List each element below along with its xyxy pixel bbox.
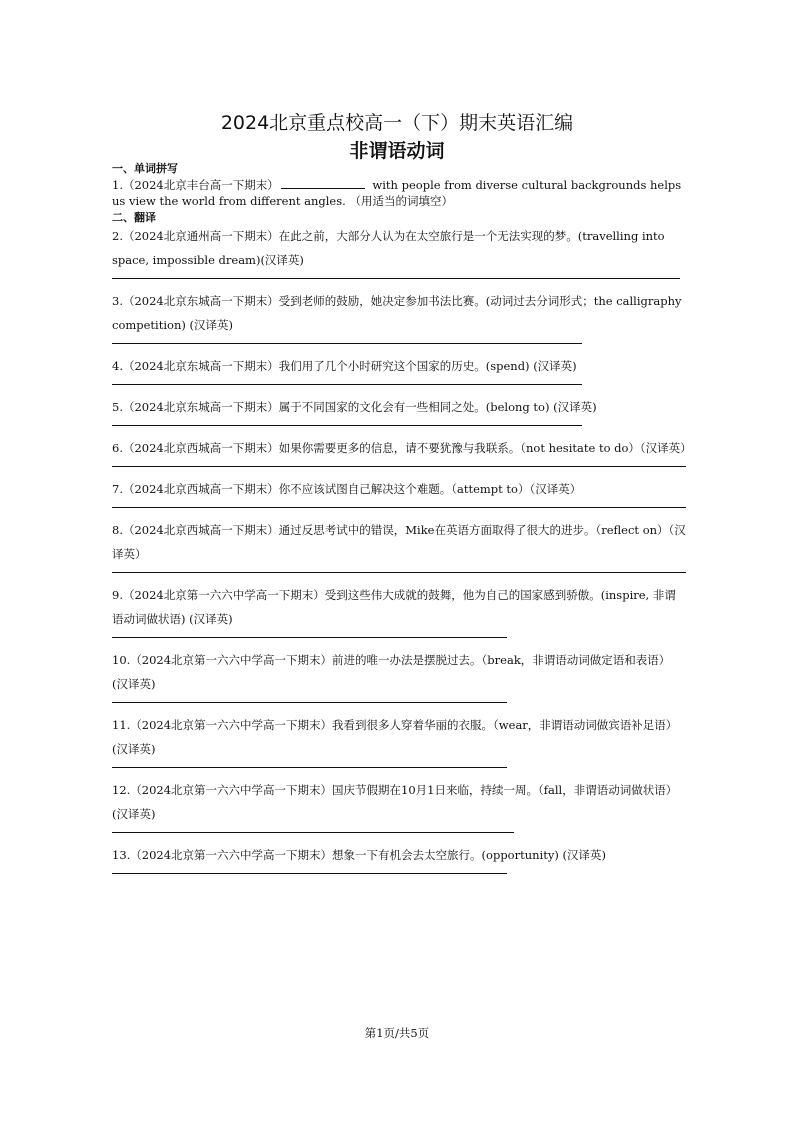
question-4: 4.（2024北京东城高一下期末）我们用了几个小时研究这个国家的历史。(spend) (汉译英) — [112, 359, 577, 373]
question-7: 7.（2024北京西城高一下期末）你不应该试图自己解决这个难题。（attempt to）（汉译英） — [112, 482, 582, 496]
question-6: 6.（2024北京西城高一下期末）如果你需要更多的信息，请不要犹豫与我联系。（not hesitate to do）（汉译英） — [112, 441, 692, 455]
question-1-blank[interactable] — [281, 177, 365, 189]
document-title: 2024北京重点校高一（下）期末英语汇编 — [220, 112, 574, 134]
page-number: 第1页/共5页 — [364, 1026, 430, 1040]
answer-line-3[interactable] — [112, 343, 582, 344]
question-10: 10.（2024北京第一六六中学高一下期末）前进的唯一办法是摆脱过去。（break，非谓语动词做定语和表语）(汉译英) — [112, 653, 671, 691]
question-13: 13.（2024北京第一六六中学高一下期末）想象一下有机会去太空旅行。(opportunity) (汉译英) — [112, 848, 606, 862]
answer-line-13[interactable] — [112, 873, 507, 874]
answer-line-10[interactable] — [112, 702, 507, 703]
answer-line-7[interactable] — [112, 507, 686, 508]
answer-line-9[interactable] — [112, 637, 507, 638]
answer-line-8[interactable] — [112, 572, 686, 573]
question-8: 8.（2024北京西城高一下期末）通过反思考试中的错误，Mike在英语方面取得了很大的进步。（reflect on）（汉译英） — [112, 523, 686, 561]
answer-line-12[interactable] — [112, 832, 514, 833]
question-2: 2.（2024北京通州高一下期末）在此之前，大部分人认为在太空旅行是一个无法实现的梦。(travelling into space, impossible dream)(汉译英) — [112, 229, 665, 267]
answer-line-11[interactable] — [112, 767, 507, 768]
question-5: 5.（2024北京东城高一下期末）属于不同国家的文化会有一些相同之处。(belong to) (汉译英) — [112, 400, 597, 414]
answer-line-4[interactable] — [112, 384, 582, 385]
document-subtitle: 非谓语动词 — [349, 140, 445, 162]
question-3: 3.（2024北京东城高一下期末）受到老师的鼓励，她决定参加书法比赛。(动词过去分词形式；the calligraphy competition) (汉译英) — [112, 294, 682, 332]
document-body — [112, 162, 692, 884]
question-12: 12.（2024北京第一六六中学高一下期末）国庆节假期在10月1日来临，持续一周。（fall，非谓语动词做状语）(汉译英) — [112, 783, 678, 821]
section-heading-translation: 二、翻译 — [112, 211, 156, 224]
question-1-prefix: 1.（2024北京丰台高一下期末） — [112, 178, 279, 192]
question-11: 11.（2024北京第一六六中学高一下期末）我看到很多人穿着华丽的衣服。（wear，非谓语动词做宾语补足语）(汉译英) — [112, 718, 678, 756]
question-1 — [112, 177, 686, 209]
answer-line-2[interactable] — [112, 278, 680, 279]
question-9: 9.（2024北京第一六六中学高一下期末）受到这些伟大成就的鼓舞，他为自己的国家感到骄傲。(inspire, 非谓语动词做状语) (汉译英) — [112, 588, 676, 626]
question-1-suffix: with people from diverse cultural backgrounds helps us view the world from different angles. （用适当的词填空） — [112, 178, 682, 208]
answer-line-6[interactable] — [112, 466, 686, 467]
section-heading-spelling: 一、单词拼写 — [112, 162, 178, 175]
answer-line-5[interactable] — [112, 425, 582, 426]
